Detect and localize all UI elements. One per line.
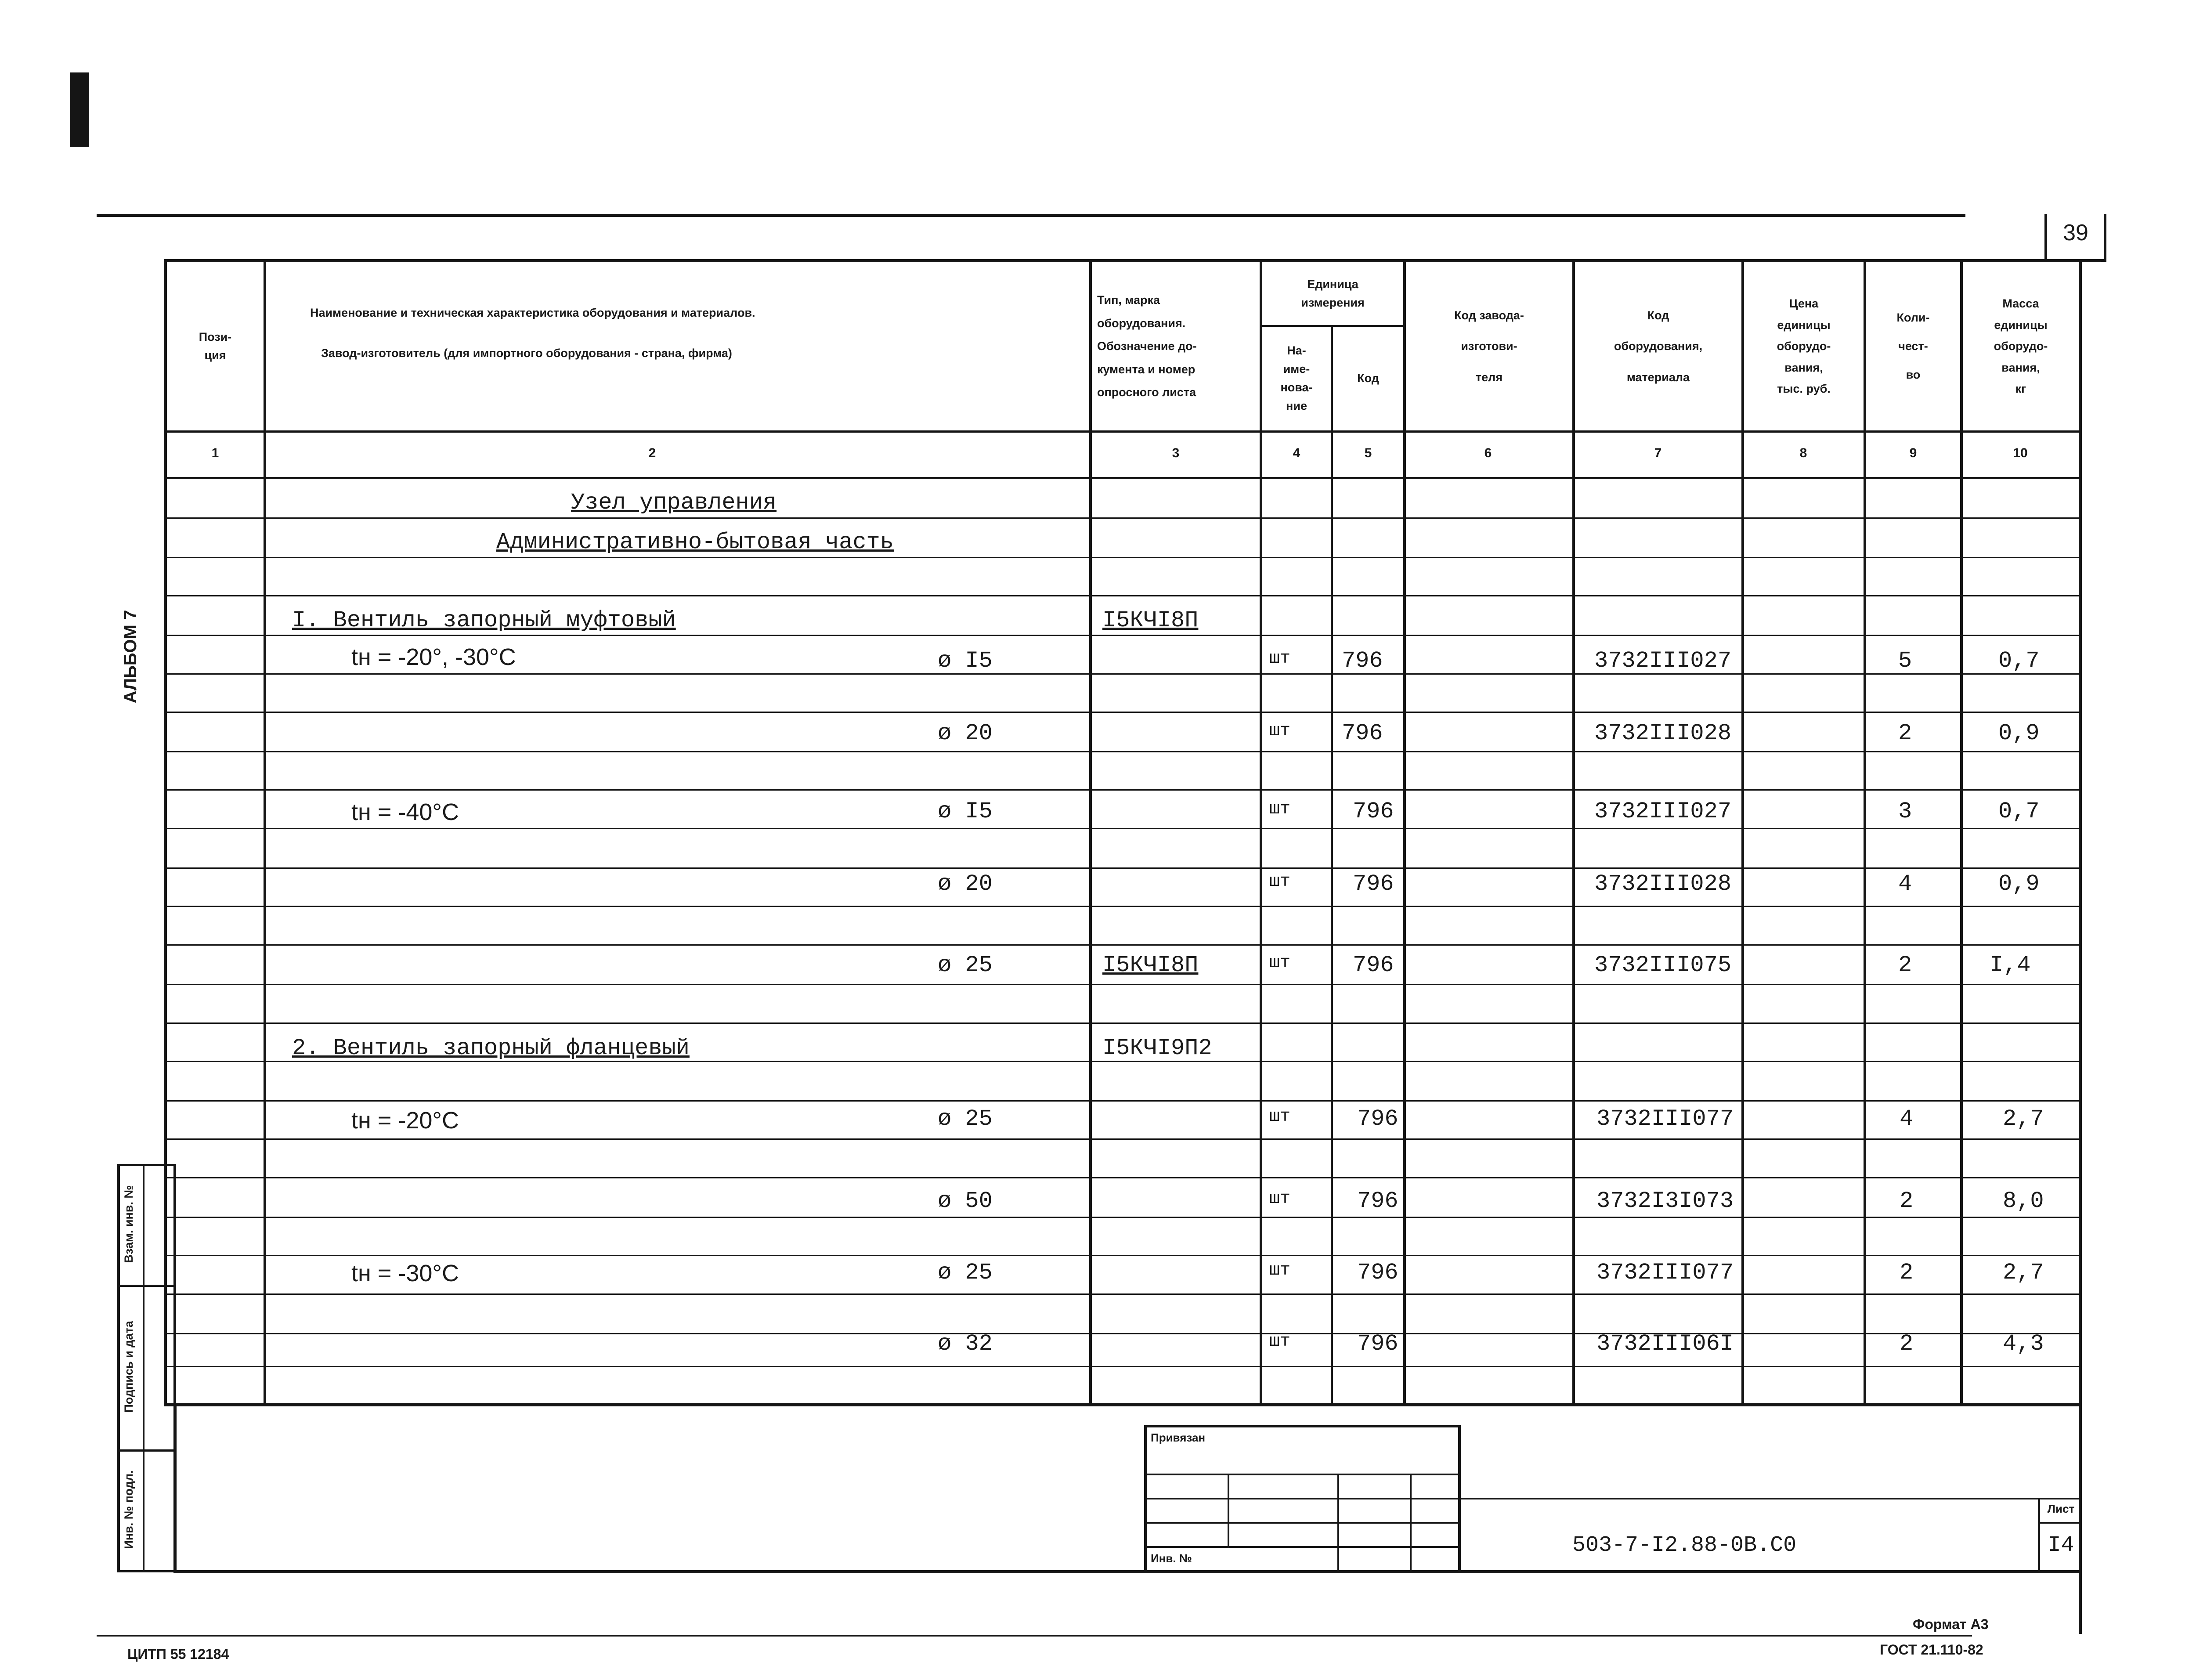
stamp-frame-left: [173, 1403, 177, 1572]
col-number: 4: [1293, 446, 1300, 460]
row-unit: шт: [1269, 1107, 1291, 1127]
item-2-name: 2. Вентиль запорный фланцевый: [292, 1035, 690, 1061]
row-diameter: ø I5: [938, 648, 993, 674]
row-mass: 2,7: [2003, 1260, 2044, 1286]
gost-label: ГОСТ 21.110-82: [1880, 1642, 1983, 1658]
row-mass: 0,9: [1998, 871, 2040, 897]
print-label: ЦИТП 55 12184: [127, 1646, 229, 1662]
row-diameter: ø 50: [938, 1188, 993, 1214]
row-equipment-code: 3732III027: [1594, 798, 1732, 824]
item-1-type: I5КЧI8П: [1102, 607, 1199, 633]
header-price: Цена единицы оборудо- вания, тыс. руб.: [1777, 297, 1831, 396]
row-mass: 0,9: [1998, 720, 2040, 746]
row-unit-code: 796: [1357, 1188, 1398, 1214]
row-quantity: 2: [1898, 720, 1912, 746]
header-name: Наименование и техническая характеристика оборудования и материалов. Завод-изготовитель (для импортного оборудования - страна, фирма): [310, 306, 755, 360]
row-type: I5КЧI8П: [1102, 952, 1199, 978]
row-quantity: 4: [1900, 1106, 1914, 1132]
row-mass: I,4: [1990, 952, 2031, 978]
row-diameter: ø 32: [938, 1331, 993, 1357]
row-unit-code: 796: [1353, 952, 1394, 978]
row-unit: шт: [1269, 649, 1291, 668]
header-unit-code: Код: [1357, 372, 1379, 385]
row-unit-code: 796: [1342, 648, 1383, 674]
row-unit-code: 796: [1342, 720, 1383, 746]
temperature-label: tн = -20°, -30°C: [351, 644, 516, 670]
stamp-frame-bottom: [173, 1570, 2082, 1573]
stamp-inv-label: Инв. №: [1151, 1552, 1192, 1565]
row-diameter: ø 20: [938, 871, 993, 897]
header-type: Тип, марка оборудования. Обозначение до- кумента и номер опросного листа: [1097, 293, 1197, 399]
margin-sign-date: Подпись и дата: [122, 1321, 135, 1413]
row-unit-code: 796: [1357, 1260, 1398, 1286]
header-factory-code: Код завода- изготови- теля: [1454, 309, 1524, 384]
row-unit: шт: [1269, 872, 1291, 892]
row-unit-code: 796: [1353, 798, 1394, 824]
temperature-label: tн = -30°C: [351, 1260, 459, 1286]
corner-mark: [70, 72, 89, 147]
row-unit: шт: [1269, 799, 1291, 819]
margin-inv-swap: Взам. инв. №: [122, 1185, 135, 1263]
album-label: АЛЬБОМ 7: [121, 610, 140, 704]
col-number: 5: [1364, 446, 1372, 460]
row-unit-code: 796: [1357, 1106, 1398, 1132]
row-mass: 4,3: [2003, 1331, 2044, 1357]
row-unit: шт: [1269, 1261, 1291, 1280]
row-unit-code: 796: [1357, 1331, 1398, 1357]
col-number: 9: [1909, 446, 1917, 460]
col-number: 1: [211, 446, 219, 460]
header-unit-name: На- име- нова- ние: [1280, 344, 1313, 412]
header-mass: Масса единицы оборудо- вания, кг: [1994, 297, 2048, 396]
item-2-type: I5КЧI9П2: [1102, 1035, 1212, 1061]
row-mass: 2,7: [2003, 1106, 2044, 1132]
col-number: 3: [1172, 446, 1180, 460]
row-diameter: ø 25: [938, 952, 993, 978]
col-number: 8: [1799, 446, 1807, 460]
item-1-name: I. Вентиль запорный муфтовый: [292, 607, 676, 633]
row-quantity: 5: [1898, 648, 1912, 674]
row-unit: шт: [1269, 1332, 1291, 1351]
row-mass: 0,7: [1998, 648, 2040, 674]
stamp-bound-label: Привязан: [1151, 1431, 1206, 1444]
sheet-label: Лист: [2047, 1502, 2075, 1515]
row-equipment-code: 3732I3I073: [1596, 1188, 1734, 1214]
row-quantity: 2: [1900, 1260, 1914, 1286]
row-diameter: ø I5: [938, 798, 993, 824]
row-mass: 8,0: [2003, 1188, 2044, 1214]
row-quantity: 2: [1900, 1331, 1914, 1357]
header-unit-group: Единица измерения: [1301, 277, 1365, 309]
row-equipment-code: 3732III077: [1596, 1106, 1734, 1132]
section-subtitle: Административно-бытовая часть: [496, 529, 894, 555]
row-unit: шт: [1269, 721, 1291, 741]
section-title: Узел управления: [571, 490, 777, 516]
row-diameter: ø 25: [938, 1260, 993, 1286]
header-equipment-code: Код оборудования, материала: [1614, 309, 1703, 384]
row-quantity: 2: [1898, 952, 1912, 978]
sheet-number: I4: [2048, 1533, 2074, 1558]
table-frame-top: [164, 259, 2101, 262]
document-code: 503-7-I2.88-0В.С0: [1572, 1533, 1797, 1558]
row-equipment-code: 3732III028: [1594, 720, 1732, 746]
col-number: 6: [1484, 446, 1492, 460]
header-quantity: Коли- чест- во: [1896, 311, 1930, 381]
row-equipment-code: 3732III06I: [1596, 1331, 1734, 1357]
row-unit: шт: [1269, 1189, 1291, 1209]
format-label: Формат А3: [1913, 1616, 1989, 1632]
row-equipment-code: 3732III027: [1594, 648, 1732, 674]
row-equipment-code: 3732III075: [1594, 952, 1732, 978]
col-number: 7: [1654, 446, 1662, 460]
temperature-label: tн = -40°C: [351, 799, 459, 825]
row-diameter: ø 20: [938, 720, 993, 746]
margin-inv-orig: Инв. № подл.: [122, 1470, 135, 1549]
row-equipment-code: 3732III028: [1594, 871, 1732, 897]
row-unit: шт: [1269, 953, 1291, 973]
page-number: 39: [2063, 220, 2088, 246]
table-frame-right: [2079, 259, 2082, 1634]
row-unit-code: 796: [1353, 871, 1394, 897]
row-mass: 0,7: [1998, 798, 2040, 824]
row-equipment-code: 3732III077: [1596, 1260, 1734, 1286]
col-number: 10: [2013, 446, 2028, 460]
row-quantity: 3: [1898, 798, 1912, 824]
header-position: Пози- ция: [199, 330, 232, 362]
top-rule: [97, 214, 1965, 217]
col-number: 2: [648, 446, 656, 460]
temperature-label: tн = -20°C: [351, 1107, 459, 1134]
row-quantity: 2: [1900, 1188, 1914, 1214]
row-quantity: 4: [1898, 871, 1912, 897]
row-diameter: ø 25: [938, 1106, 993, 1132]
